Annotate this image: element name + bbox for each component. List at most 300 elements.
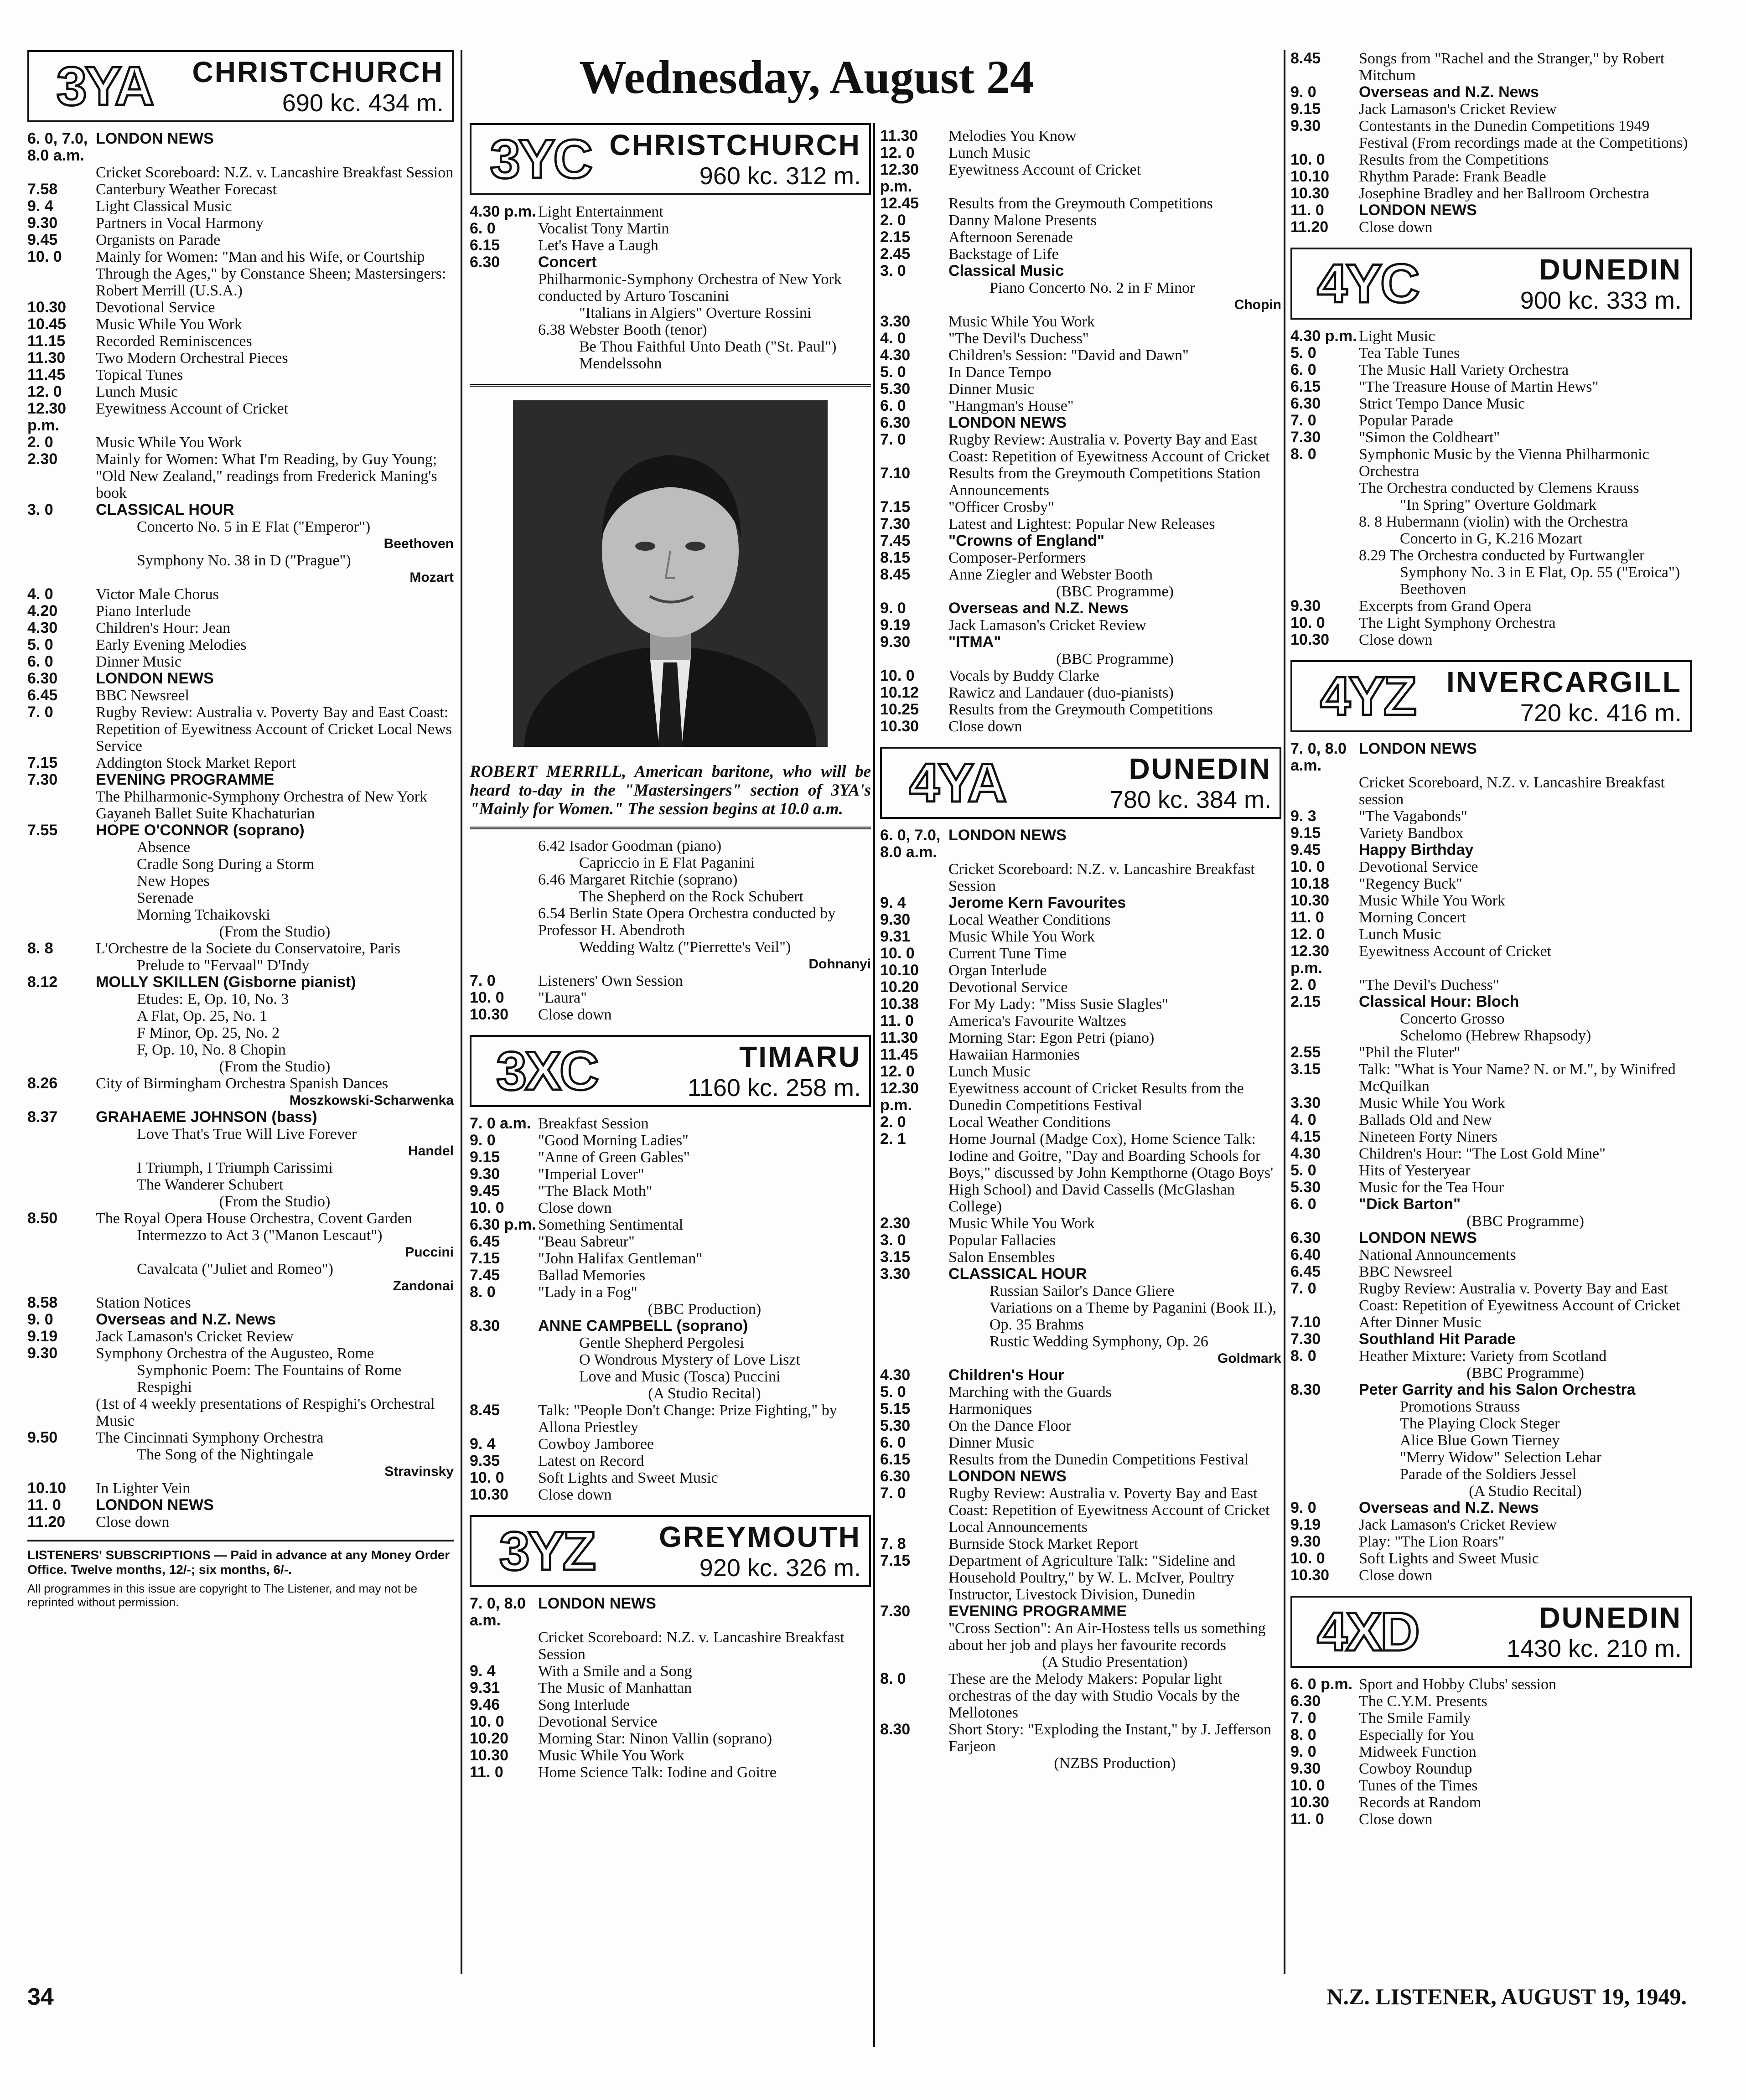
station-logo-3yz bbox=[470, 1515, 871, 1587]
programme-time: 9.19 bbox=[1290, 1516, 1321, 1533]
programme-entry bbox=[880, 313, 1281, 330]
programme-title: "Good Morning Ladies" bbox=[538, 1132, 689, 1149]
programme-entry bbox=[880, 195, 1281, 212]
programme-entry bbox=[27, 1261, 454, 1278]
programme-entry bbox=[27, 1446, 454, 1463]
programme-time: 12.30 p.m. bbox=[880, 1080, 919, 1114]
programme-time: 9.45 bbox=[1290, 841, 1321, 859]
station-call-sign: 3YA bbox=[56, 56, 153, 117]
programme-title: (BBC Production) bbox=[648, 1301, 762, 1318]
programme-list-4ya-cont bbox=[1290, 50, 1692, 236]
programme-entry bbox=[1290, 943, 1692, 977]
programme-entry bbox=[27, 1227, 454, 1244]
programme-title: (BBC Programme) bbox=[1466, 1213, 1584, 1230]
programme-entry bbox=[880, 600, 1281, 617]
composer-line bbox=[880, 1350, 1281, 1367]
programme-time bbox=[470, 1385, 538, 1402]
programme-title: The Smile Family bbox=[1359, 1710, 1471, 1727]
programme-entry bbox=[1290, 1162, 1692, 1179]
programme-time: 8.45 bbox=[880, 566, 911, 583]
programme-entry bbox=[470, 1250, 871, 1267]
composer-name: Dohnanyi bbox=[808, 957, 871, 972]
programme-time: 7. 8 bbox=[880, 1535, 906, 1552]
station-logo-3yc bbox=[470, 123, 871, 195]
programme-entry bbox=[1290, 1314, 1692, 1331]
programme-entry bbox=[1290, 1483, 1692, 1500]
programme-title: Classical Hour: Bloch bbox=[1359, 993, 1519, 1010]
programme-entry bbox=[1290, 446, 1692, 480]
programme-time: 10.30 bbox=[1290, 1567, 1330, 1584]
programme-title: Two Modern Orchestral Pieces bbox=[96, 350, 288, 367]
programme-entry bbox=[27, 400, 454, 434]
programme-title: Soft Lights and Sweet Music bbox=[1359, 1550, 1539, 1567]
programme-time: 9.30 bbox=[1290, 1533, 1321, 1550]
programme-time bbox=[27, 1041, 96, 1058]
programme-entry bbox=[470, 972, 871, 989]
programme-time bbox=[1290, 530, 1359, 547]
programme-time: 11.20 bbox=[1290, 218, 1329, 236]
programme-entry bbox=[470, 1486, 871, 1503]
programme-time: 5.30 bbox=[880, 1417, 911, 1434]
programme-title: Eyewitness Account of Cricket bbox=[948, 161, 1141, 178]
programme-title: "Merry Widow" Selection Lehar bbox=[1400, 1449, 1602, 1466]
programme-time bbox=[470, 1629, 538, 1663]
programme-title: The Music of Manhattan bbox=[538, 1680, 692, 1697]
programme-entry bbox=[470, 254, 871, 271]
programme-time bbox=[1290, 1432, 1359, 1449]
programme-time: 7. 0 bbox=[1290, 1709, 1316, 1727]
programme-time: 9.15 bbox=[1290, 100, 1321, 118]
programme-title: Topical Tunes bbox=[96, 367, 183, 383]
programme-entry bbox=[880, 1603, 1281, 1620]
programme-time: 10. 0 bbox=[880, 945, 915, 962]
programme-time: 12. 0 bbox=[27, 383, 62, 400]
programme-entry bbox=[880, 516, 1281, 533]
programme-entry bbox=[1290, 219, 1692, 236]
programme-title: Tea Table Tunes bbox=[1359, 345, 1460, 362]
programme-title: "The Devil's Duchess" bbox=[948, 330, 1089, 347]
programme-entry bbox=[470, 1730, 871, 1747]
programme-title: Close down bbox=[538, 1486, 612, 1503]
programme-title: Records at Random bbox=[1359, 1794, 1482, 1811]
programme-time: 12. 0 bbox=[1290, 926, 1325, 943]
programme-entry bbox=[27, 1480, 454, 1497]
programme-entry bbox=[27, 232, 454, 248]
programme-time: 10. 0 bbox=[470, 989, 504, 1006]
programme-title: Partners in Vocal Harmony bbox=[96, 215, 264, 232]
programme-entry bbox=[27, 839, 454, 856]
programme-time: 10. 0 bbox=[470, 1199, 504, 1216]
programme-entry bbox=[880, 364, 1281, 381]
programme-entry bbox=[1290, 345, 1692, 362]
programme-entry bbox=[470, 1453, 871, 1469]
programme-title: CLASSICAL HOUR bbox=[948, 1265, 1087, 1283]
programme-entry bbox=[27, 856, 454, 873]
station-frequency: 690 kc. 434 m. bbox=[282, 89, 444, 117]
programme-time: 2.30 bbox=[880, 1215, 911, 1232]
programme-time: 10. 0 bbox=[27, 248, 62, 265]
programme-title: I Triumph, I Triumph Carissimi bbox=[137, 1159, 333, 1176]
composer-name: Stravinsky bbox=[384, 1464, 454, 1479]
programme-entry bbox=[27, 805, 454, 822]
programme-time: 8. 0 bbox=[1290, 1726, 1316, 1743]
station-call-sign: 4YC bbox=[1317, 253, 1418, 314]
programme-entry bbox=[880, 1013, 1281, 1029]
programme-time: 10. 0 bbox=[1290, 1550, 1325, 1567]
programme-time: 7.10 bbox=[880, 465, 911, 482]
programme-title: "The Black Moth" bbox=[538, 1183, 653, 1200]
programme-time: 8. 0 bbox=[880, 1670, 906, 1687]
station-frequency: 960 kc. 312 m. bbox=[699, 162, 861, 190]
programme-entry bbox=[27, 940, 454, 957]
programme-entry bbox=[27, 451, 454, 502]
programme-entry bbox=[27, 890, 454, 906]
programme-title: HOPE O'CONNOR (soprano) bbox=[96, 822, 305, 839]
programme-entry bbox=[1290, 1727, 1692, 1743]
programme-entry bbox=[470, 271, 871, 305]
programme-entry bbox=[880, 212, 1281, 229]
programme-time bbox=[1290, 774, 1359, 808]
programme-title: EVENING PROGRAMME bbox=[948, 1603, 1127, 1620]
programme-entry bbox=[27, 1429, 454, 1446]
programme-title: Piano Interlude bbox=[96, 603, 191, 620]
programme-entry bbox=[1290, 185, 1692, 202]
programme-time: 6. 0 bbox=[880, 397, 906, 414]
programme-title: 8.29 The Orchestra conducted by Furtwangler bbox=[1359, 547, 1645, 564]
programme-title: Song Interlude bbox=[538, 1697, 630, 1713]
programme-title: Close down bbox=[1359, 219, 1433, 236]
programme-entry bbox=[1290, 615, 1692, 631]
programme-title: The Royal Opera House Orchestra, Covent Garden bbox=[96, 1210, 412, 1227]
programme-time: 7. 0 bbox=[1290, 412, 1316, 429]
programme-title: Prelude to "Fervaal" D'Indy bbox=[137, 957, 310, 974]
programme-time: 10.12 bbox=[880, 684, 919, 701]
programme-entry bbox=[27, 1008, 454, 1024]
programme-title: Morning Star: Egon Petri (piano) bbox=[948, 1029, 1155, 1046]
programme-entry bbox=[1290, 1516, 1692, 1533]
programme-entry bbox=[880, 1080, 1281, 1114]
programme-entry bbox=[1290, 1331, 1692, 1348]
programme-title: Dinner Music bbox=[96, 653, 181, 670]
programme-title: Sport and Hobby Clubs' session bbox=[1359, 1676, 1557, 1693]
programme-title: Devotional Service bbox=[538, 1713, 658, 1730]
programme-time: 9. 4 bbox=[470, 1435, 496, 1453]
programme-entry bbox=[1290, 1533, 1692, 1550]
programme-entry bbox=[1290, 1398, 1692, 1415]
programme-entry bbox=[1290, 530, 1692, 547]
programme-time: 9. 4 bbox=[880, 894, 906, 911]
programme-list-3ya bbox=[27, 130, 454, 1531]
programme-time bbox=[1290, 1213, 1359, 1230]
programme-time: 3. 0 bbox=[880, 262, 906, 279]
programme-entry bbox=[1290, 1794, 1692, 1811]
programme-time: 7. 0 bbox=[880, 431, 906, 448]
programme-title: Southland Hit Parade bbox=[1359, 1330, 1516, 1348]
programme-time: 11.45 bbox=[880, 1046, 918, 1063]
programme-time: 8.37 bbox=[27, 1108, 58, 1126]
programme-time bbox=[1290, 1027, 1359, 1044]
programme-time bbox=[880, 861, 948, 895]
programme-time bbox=[27, 1261, 96, 1278]
programme-title: The Shepherd on the Rock Schubert bbox=[579, 888, 803, 905]
programme-title: (BBC Programme) bbox=[1056, 651, 1174, 667]
programme-title: These are the Melody Makers: Popular light orchestras of the day with Studio Vocals by the Mellotones bbox=[948, 1671, 1240, 1721]
programme-entry bbox=[1290, 1348, 1692, 1365]
station-call-sign: 4XD bbox=[1317, 1601, 1418, 1662]
programme-time bbox=[27, 839, 96, 856]
programme-entry bbox=[470, 1713, 871, 1730]
programme-title: Latest and Lightest: Popular New Releases bbox=[948, 516, 1215, 533]
programme-title: Results from the Competitions bbox=[1359, 151, 1549, 168]
composer-line bbox=[27, 1244, 454, 1261]
programme-title: Children's Hour bbox=[948, 1366, 1064, 1384]
programme-title: (A Studio Recital) bbox=[648, 1385, 761, 1402]
programme-title: Devotional Service bbox=[1359, 859, 1478, 875]
programme-list-3xc bbox=[470, 1115, 871, 1503]
programme-entry bbox=[880, 701, 1281, 718]
programme-title: LONDON NEWS bbox=[1359, 202, 1477, 219]
programme-entry bbox=[1290, 808, 1692, 825]
programme-time: 11.30 bbox=[880, 128, 918, 145]
programme-entry bbox=[880, 533, 1281, 549]
programme-time: 6.30 bbox=[1290, 395, 1321, 412]
programme-title: 6.38 Webster Booth (tenor) bbox=[538, 321, 707, 338]
programme-time: 5. 0 bbox=[880, 1383, 906, 1401]
composer-name: Moszkowski-Scharwenka bbox=[289, 1093, 454, 1108]
programme-entry bbox=[27, 1109, 454, 1126]
programme-title: Latest on Record bbox=[538, 1453, 644, 1469]
programme-entry bbox=[470, 1267, 871, 1284]
programme-title: "Regency Buck" bbox=[1359, 875, 1462, 892]
programme-entry bbox=[1290, 859, 1692, 875]
programme-title: Happy Birthday bbox=[1359, 841, 1474, 859]
programme-entry bbox=[470, 321, 871, 338]
programme-entry bbox=[470, 1334, 871, 1351]
programme-title: (From the Studio) bbox=[219, 923, 331, 940]
programme-entry bbox=[27, 906, 454, 923]
programme-time bbox=[1290, 1415, 1359, 1432]
programme-title: Overseas and N.Z. News bbox=[1359, 1499, 1539, 1516]
programme-time bbox=[27, 788, 96, 805]
programme-time: 7. 0 a.m. bbox=[470, 1115, 531, 1132]
programme-time: 3. 0 bbox=[27, 501, 53, 518]
programme-time: 2. 0 bbox=[1290, 976, 1316, 993]
programme-entry bbox=[880, 246, 1281, 263]
programme-entry bbox=[880, 145, 1281, 161]
programme-time: 9. 0 bbox=[1290, 83, 1316, 101]
programme-title: "The Treasure House of Martin Hews" bbox=[1359, 378, 1599, 395]
programme-entry bbox=[27, 299, 454, 316]
programme-entry bbox=[27, 1362, 454, 1396]
programme-time: 5. 0 bbox=[1290, 1162, 1316, 1179]
programme-title: "ITMA" bbox=[948, 633, 1001, 651]
programme-time: 12.30 p.m. bbox=[1290, 942, 1330, 977]
programme-time: 6.45 bbox=[27, 687, 58, 704]
programme-title: Excerpts from Grand Opera bbox=[1359, 598, 1532, 615]
programme-title: Results from the Greymouth Competitions Station Announcements bbox=[948, 465, 1261, 499]
composer-line bbox=[27, 1278, 454, 1294]
programme-entry bbox=[880, 651, 1281, 667]
programme-title: Love and Music (Tosca) Puccini bbox=[579, 1368, 781, 1385]
programme-time: 10. 0 bbox=[1290, 614, 1325, 631]
programme-title: "Imperial Lover" bbox=[538, 1166, 644, 1183]
programme-time: 2. 1 bbox=[880, 1130, 906, 1148]
programme-entry bbox=[27, 687, 454, 704]
programme-title: (From the Studio) bbox=[219, 1058, 331, 1075]
programme-title: Rugby Review: Australia v. Poverty Bay and East Coast: Repetition of Eyewitness Account of Cricket Local Announcements bbox=[948, 1485, 1270, 1536]
programme-title: Music While You Work bbox=[1359, 892, 1505, 909]
programme-title: Vocalist Tony Martin bbox=[538, 220, 669, 237]
programme-title: Jack Lamason's Cricket Review bbox=[948, 617, 1146, 634]
programme-entry bbox=[880, 1434, 1281, 1451]
column-divider bbox=[461, 50, 462, 1974]
programme-time: 8.45 bbox=[470, 1402, 500, 1419]
programme-entry bbox=[1290, 598, 1692, 615]
programme-title: Etudes: E, Op. 10, No. 3 bbox=[137, 991, 289, 1008]
programme-title: Vocals by Buddy Clarke bbox=[948, 667, 1099, 684]
programme-title: Capriccio in E Flat Paganini bbox=[579, 854, 755, 871]
programme-title: Salon Ensembles bbox=[948, 1249, 1055, 1266]
programme-title: Local Weather Conditions bbox=[948, 911, 1111, 928]
programme-time: 4.15 bbox=[1290, 1128, 1321, 1145]
programme-title: Rugby Review: Australia v. Poverty Bay and East Coast: Repetition of Eyewitness Account of Cricket Local News Service bbox=[96, 704, 452, 755]
programme-title: The Orchestra conducted by Clemens Krauss bbox=[1359, 480, 1639, 497]
programme-time: 7.15 bbox=[470, 1250, 500, 1267]
programme-title: Eyewitness account of Cricket Results from the Dunedin Competitions Festival bbox=[948, 1080, 1244, 1114]
programme-entry bbox=[1290, 564, 1692, 598]
programme-time: 10.30 bbox=[1290, 185, 1330, 202]
programme-entry bbox=[27, 1311, 454, 1328]
programme-entry bbox=[1290, 1365, 1692, 1381]
programme-entry bbox=[470, 1680, 871, 1697]
programme-time: 7. 0 bbox=[1290, 1280, 1316, 1297]
programme-time bbox=[27, 1362, 96, 1396]
programme-time bbox=[27, 890, 96, 906]
programme-time: 10. 0 bbox=[1290, 1777, 1325, 1794]
programme-list-4yc bbox=[1290, 328, 1692, 648]
programme-title: Be Thou Faithful Unto Death ("St. Paul") Mendelssohn bbox=[579, 338, 837, 372]
programme-time: 9.30 bbox=[1290, 117, 1321, 134]
composer-line bbox=[27, 1463, 454, 1480]
programme-title: Talk: "What is Your Name? N. or M.", by Winifred McQuilkan bbox=[1359, 1061, 1676, 1095]
programme-title: Children's Hour: Jean bbox=[96, 620, 231, 636]
programme-title: Let's Have a Laugh bbox=[538, 237, 658, 254]
programme-time bbox=[470, 305, 538, 321]
station-call-sign: 3YC bbox=[490, 129, 591, 190]
programme-title: Rugby Review: Australia v. Poverty Bay and East Coast: Repetition of Eyewitness Account of Cricket bbox=[1359, 1280, 1680, 1314]
programme-time: 3.30 bbox=[880, 313, 911, 330]
programme-title: 8. 8 Hubermann (violin) with the Orchestra bbox=[1359, 513, 1628, 530]
programme-time: 6.15 bbox=[880, 1451, 911, 1468]
programme-title: Close down bbox=[538, 1006, 612, 1023]
programme-entry bbox=[27, 1294, 454, 1311]
programme-title: Current Tune Time bbox=[948, 945, 1067, 962]
station-logo-3ya bbox=[27, 50, 454, 122]
programme-title: Light Classical Music bbox=[96, 198, 232, 215]
programme-time: 7.55 bbox=[27, 822, 58, 839]
programme-title: Morning Star: Ninon Vallin (soprano) bbox=[538, 1730, 772, 1747]
programme-time: 2. 0 bbox=[880, 1113, 906, 1131]
programme-title: 6.54 Berlin State Opera Orchestra conducted by Professor H. Abendroth bbox=[538, 905, 836, 939]
programme-time bbox=[27, 805, 96, 822]
programme-entry bbox=[27, 1058, 454, 1075]
programme-title: Symphony No. 38 in D ("Prague") bbox=[137, 552, 351, 569]
programme-entry bbox=[880, 1266, 1281, 1283]
programme-title: Intermezzo to Act 3 ("Manon Lescaut") bbox=[137, 1227, 383, 1244]
programme-entry bbox=[880, 1283, 1281, 1299]
programme-title: Children's Session: "David and Dawn" bbox=[948, 347, 1189, 364]
programme-entry bbox=[27, 350, 454, 367]
programme-entry bbox=[27, 1024, 454, 1041]
programme-title: "In Spring" Overture Goldmark bbox=[1400, 497, 1596, 513]
programme-entry bbox=[1290, 774, 1692, 808]
programme-title: Play: "The Lion Roars" bbox=[1359, 1533, 1505, 1550]
programme-time: 3.15 bbox=[880, 1248, 911, 1266]
programme-title: Gentle Shepherd Pergolesi bbox=[579, 1334, 744, 1351]
composer-name: Chopin bbox=[1234, 297, 1281, 312]
programme-time bbox=[27, 906, 96, 923]
programme-time bbox=[27, 1058, 96, 1075]
programme-title: "John Halifax Gentleman" bbox=[538, 1250, 703, 1267]
programme-time: 7.30 bbox=[27, 771, 58, 788]
programme-entry bbox=[470, 1216, 871, 1233]
station-logo-4yc bbox=[1290, 248, 1692, 320]
programme-title: Department of Agriculture Talk: "Sideline and Household Poultry," by W. L. McIver, Poultry Instructor, Livestock Division, Dunedin bbox=[948, 1552, 1236, 1603]
programme-time: 10.20 bbox=[880, 978, 919, 996]
programme-time: 8.30 bbox=[880, 1721, 911, 1738]
programme-title: Variety Bandbox bbox=[1359, 825, 1464, 842]
programme-title: "Dick Barton" bbox=[1359, 1195, 1461, 1213]
programme-title: Symphonic Poem: The Fountains of Rome Respighi bbox=[137, 1362, 402, 1396]
station-city: INVERCARGILL bbox=[1446, 666, 1682, 698]
programme-time: 5. 0 bbox=[880, 363, 906, 381]
programme-entry bbox=[1290, 1693, 1692, 1710]
station-city: GREYMOUTH bbox=[659, 1521, 861, 1553]
programme-title: Victor Male Chorus bbox=[96, 586, 219, 603]
programme-time: 9.30 bbox=[1290, 597, 1321, 615]
programme-title: Canterbury Weather Forecast bbox=[96, 181, 277, 198]
programme-title: Afternoon Serenade bbox=[948, 229, 1073, 246]
programme-time: 6.30 bbox=[27, 670, 58, 687]
programme-title: Station Notices bbox=[96, 1294, 191, 1311]
programme-entry bbox=[470, 1469, 871, 1486]
programme-entry bbox=[27, 822, 454, 839]
programme-title: Josephine Bradley and her Ballroom Orchestra bbox=[1359, 185, 1650, 202]
programme-entry bbox=[1290, 926, 1692, 943]
programme-entry bbox=[27, 198, 454, 215]
programme-title: Lunch Music bbox=[948, 145, 1031, 161]
station-call-sign: 4YZ bbox=[1320, 666, 1415, 727]
programme-title: Love That's True Will Live Forever bbox=[137, 1126, 357, 1143]
programme-time: 6.30 p.m. bbox=[470, 1216, 536, 1233]
programme-title: For My Lady: "Miss Susie Slagles" bbox=[948, 996, 1169, 1013]
programme-time: 7.15 bbox=[27, 754, 58, 771]
programme-entry bbox=[1290, 362, 1692, 378]
programme-entry bbox=[880, 1249, 1281, 1266]
programme-entry bbox=[880, 617, 1281, 634]
programme-time: 7.15 bbox=[880, 498, 911, 516]
programme-time: 9. 0 bbox=[1290, 1499, 1316, 1516]
programme-time: 2.45 bbox=[880, 245, 911, 263]
programme-title: Burnside Stock Market Report bbox=[948, 1536, 1139, 1552]
programme-entry bbox=[470, 1301, 871, 1318]
programme-title: The Philharmonic-Symphony Orchestra of New York bbox=[96, 788, 428, 805]
programme-entry bbox=[880, 1468, 1281, 1485]
programme-title: Talk: "People Don't Change: Prize Fighting," by Allona Priestley bbox=[538, 1402, 837, 1436]
programme-title: Russian Sailor's Dance Gliere bbox=[990, 1283, 1175, 1299]
photo-caption: ROBERT MERRILL, American baritone, who will be heard to-day in the "Mastersingers" section of 3YA's "Mainly for Women." The session begins at 10.0 a.m. bbox=[470, 751, 871, 829]
programme-title: Light Music bbox=[1359, 328, 1435, 345]
